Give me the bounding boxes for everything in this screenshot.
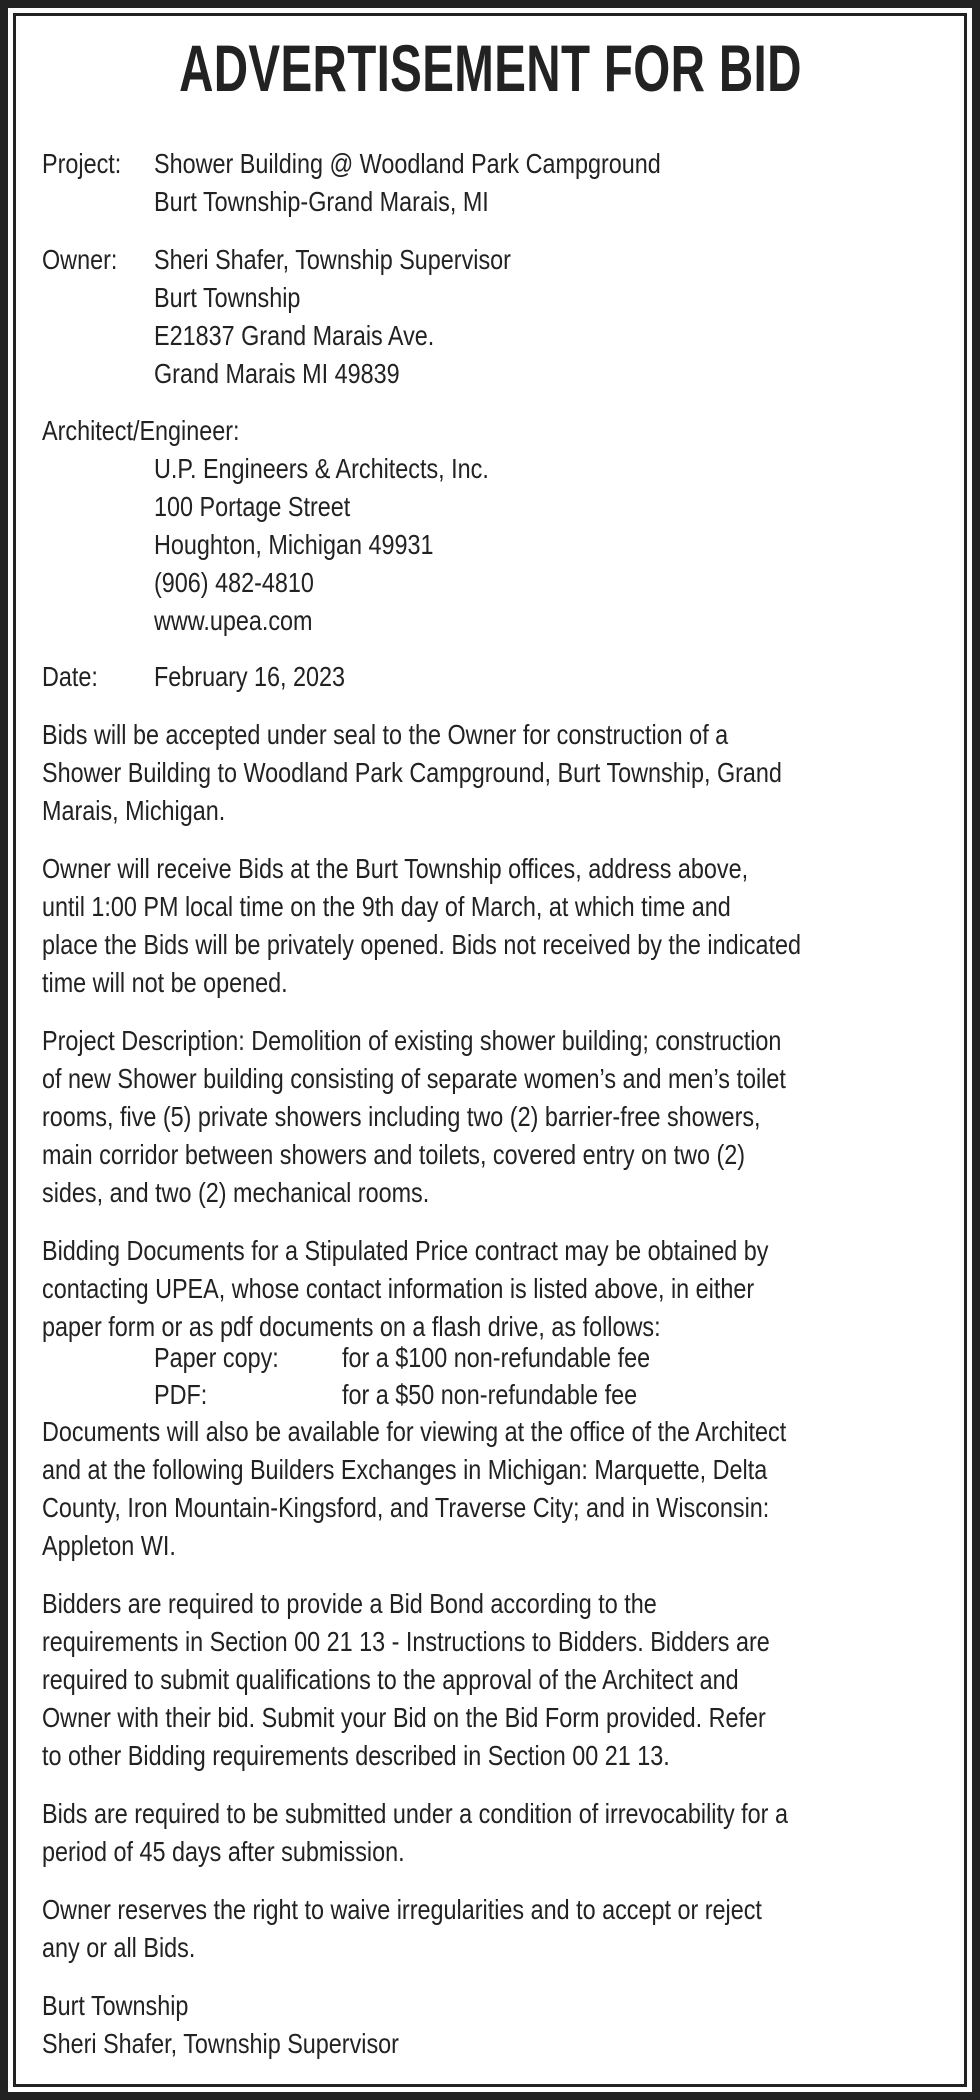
paragraph-line: period of 45 days after submission. <box>42 1836 405 1867</box>
architect-website-link[interactable]: www.upea.com <box>154 605 313 636</box>
fee-label-pdf: PDF: <box>154 1379 208 1410</box>
architect-line: Houghton, Michigan 49931 <box>154 529 434 560</box>
project-line: Shower Building @ Woodland Park Campground <box>154 148 661 179</box>
title-text: ADVERTISEMENT FOR BID <box>178 31 802 105</box>
paragraph-line: any or all Bids. <box>42 1932 196 1963</box>
fee-value-pdf: for a $50 non-refundable fee <box>342 1379 638 1410</box>
owner-line: Sheri Shafer, Township Supervisor <box>154 244 511 275</box>
architect-line: U.P. Engineers & Architects, Inc. <box>154 453 489 484</box>
paragraph-line: Marais, Michigan. <box>42 795 226 826</box>
date-label: Date: <box>42 661 98 692</box>
paragraph-line: Appleton WI. <box>42 1530 176 1561</box>
owner-line: Burt Township <box>154 282 301 313</box>
paragraph-line: required to submit qualifications to the approval of the Architect and <box>42 1664 739 1695</box>
paragraph-line: Bidders are required to provide a Bid Bond according to the <box>42 1588 657 1619</box>
owner-line: Grand Marais MI 49839 <box>154 358 400 389</box>
fee-label-paper: Paper copy: <box>154 1342 279 1373</box>
paragraph-line: contacting UPEA, whose contact information is listed above, in either <box>42 1273 755 1304</box>
paragraph-line: Documents will also be available for viewing at the office of the Architect <box>42 1416 787 1447</box>
project-label: Project: <box>42 148 122 179</box>
owner-label: Owner: <box>42 244 118 275</box>
paragraph-line: Shower Building to Woodland Park Campground, Burt Township, Grand <box>42 757 782 788</box>
signature-line: Sheri Shafer, Township Supervisor <box>42 2028 399 2059</box>
paragraph-line: to other Bidding requirements described in Section 00 21 13. <box>42 1740 670 1771</box>
date-value: February 16, 2023 <box>154 661 346 692</box>
architect-line: (906) 482-4810 <box>154 567 314 598</box>
paragraph-line: Owner with their bid. Submit your Bid on the Bid Form provided. Refer <box>42 1702 766 1733</box>
architect-label: Architect/Engineer: <box>42 415 240 446</box>
paragraph-line: Bids are required to be submitted under a condition of irrevocability for a <box>42 1798 788 1829</box>
fee-value-paper: for a $100 non-refundable fee <box>342 1342 651 1373</box>
paragraph-line: Owner reserves the right to waive irregularities and to accept or reject <box>42 1894 762 1925</box>
paragraph-line: Bids will be accepted under seal to the Owner for construction of a <box>42 719 729 750</box>
project-line: Burt Township-Grand Marais, MI <box>154 186 489 217</box>
paragraph-line: County, Iron Mountain-Kingsford, and Traverse City; and in Wisconsin: <box>42 1492 770 1523</box>
paragraph-line: until 1:00 PM local time on the 9th day of March, at which time and <box>42 891 731 922</box>
paragraph-line: time will not be opened. <box>42 967 288 998</box>
paragraph-line: paper form or as pdf documents on a flash drive, as follows: <box>42 1311 661 1342</box>
paragraph-line: Owner will receive Bids at the Burt Township offices, address above, <box>42 853 749 884</box>
paragraph-line: of new Shower building consisting of separate women’s and men’s toilet <box>42 1063 786 1094</box>
owner-line: E21837 Grand Marais Ave. <box>154 320 435 351</box>
paragraph-line: main corridor between showers and toilets, covered entry on two (2) <box>42 1139 746 1170</box>
signature-line: Burt Township <box>42 1990 189 2021</box>
paragraph-line: Project Description: Demolition of existing shower building; construction <box>42 1025 782 1056</box>
paragraph-line: sides, and two (2) mechanical rooms. <box>42 1177 430 1208</box>
paragraph-line: Bidding Documents for a Stipulated Price contract may be obtained by <box>42 1235 769 1266</box>
paragraph-line: requirements in Section 00 21 13 - Instructions to Bidders. Bidders are <box>42 1626 770 1657</box>
architect-line: 100 Portage Street <box>154 491 351 522</box>
paragraph-line: place the Bids will be privately opened. Bids not received by the indicated <box>42 929 802 960</box>
paragraph-line: and at the following Builders Exchanges in Michigan: Marquette, Delta <box>42 1454 768 1485</box>
paragraph-line: rooms, five (5) private showers including two (2) barrier-free showers, <box>42 1101 761 1132</box>
